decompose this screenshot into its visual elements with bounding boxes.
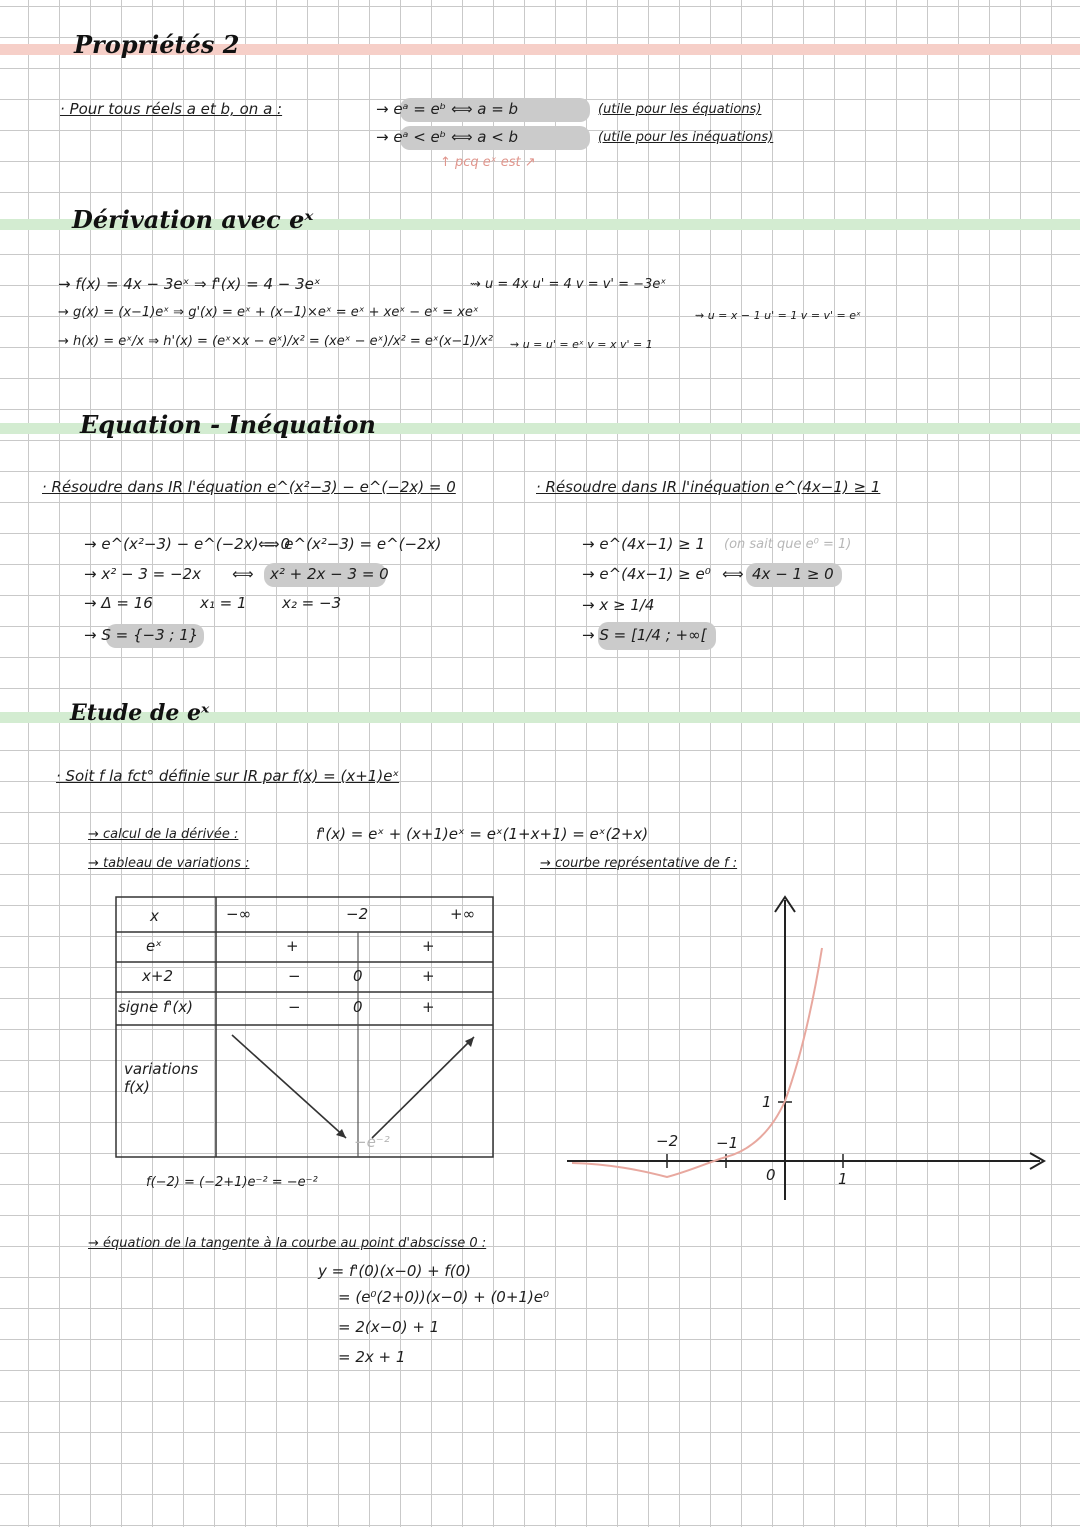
study-deriv: f'(x) = eˣ + (x+1)eˣ = eˣ(1+x+1) = eˣ(2+x) (316, 825, 649, 843)
study-intro: · Soit f la fct° définie sur IR par f(x) = (x+1)eˣ (56, 767, 400, 785)
tangent-label: → équation de la tangente à la courbe au point d'abscisse 0 : (88, 1236, 487, 1251)
ineq-statement: · Résoudre dans IR l'inéquation e^(4x−1) ≥ 1 (536, 478, 881, 496)
graph-tick-1: 1 (838, 1170, 848, 1188)
props-line2: → eᵃ < eᵇ ⟺ a < b (376, 128, 519, 146)
table-min-label: −e⁻² (354, 1133, 390, 1151)
x-val-minus-2: −2 (346, 905, 369, 923)
graph-tick-minus1: −1 (716, 1134, 739, 1152)
sign-x2-zero: 0 (353, 967, 363, 985)
sign-x2-left: − (288, 967, 301, 985)
graph-ytick-1: 1 (762, 1093, 772, 1111)
ineq-l2c: 4x − 1 ≥ 0 (752, 565, 834, 583)
graph-tick-0: 0 (766, 1166, 776, 1184)
eq-statement: · Résoudre dans IR l'équation e^(x²−3) − e^(−2x) = 0 (42, 478, 456, 496)
study-deriv-label: → calcul de la dérivée : (88, 827, 239, 842)
section-title-derivation: Dérivation avec eˣ (72, 205, 314, 234)
study-table-label: → tableau de variations : (88, 856, 250, 871)
table-row-label-ex: eˣ (146, 937, 162, 955)
table-row-label-x: x (150, 907, 159, 925)
section-title-proprietes: Propriétés 2 (74, 30, 240, 59)
eq-l3b: x₁ = 1 (200, 594, 247, 612)
study-curve-label: → courbe représentative de f : (540, 856, 738, 871)
props-note2: (utile pour les inéquations) (598, 130, 774, 145)
tangent-l3: = 2(x−0) + 1 (338, 1318, 440, 1336)
eq-solution: → S = {−3 ; 1} (84, 626, 199, 644)
props-note1: (utile pour les équations) (598, 102, 762, 117)
ineq-l1note: (on sait que e⁰ = 1) (724, 537, 852, 552)
props-line1: → eᵃ = eᵇ ⟺ a = b (376, 100, 519, 118)
deriv-g: → g(x) = (x−1)eˣ ⇒ g'(x) = eˣ + (x−1)×eˣ = eˣ + xeˣ − eˣ = xeˣ (58, 305, 479, 320)
eq-l2c: x² + 2x − 3 = 0 (270, 565, 389, 583)
tangent-l4: = 2x + 1 (338, 1348, 406, 1366)
props-intro: · Pour tous réels a et b, on a : (60, 100, 283, 118)
eq-l3c: x₂ = −3 (282, 594, 342, 612)
section-title-etude: Etude de eˣ (70, 700, 210, 726)
sign-fp-left: − (288, 998, 301, 1016)
deriv-h-note: ⇝ u = u' = eˣ v = x v' = 1 (510, 338, 653, 351)
eq-l2b: ⟺ (232, 565, 254, 583)
table-row-label-var: variations f(x) (124, 1060, 199, 1096)
deriv-g-note: ⇝ u = x − 1 u' = 1 v = v' = eˣ (695, 309, 861, 322)
tangent-l1: y = f'(0)(x−0) + f(0) (318, 1262, 471, 1280)
study-fmin: f(−2) = (−2+1)e⁻² = −e⁻² (146, 1175, 318, 1190)
ineq-l3: → x ≥ 1/4 (582, 596, 655, 614)
deriv-h: → h(x) = eˣ/x ⇒ h'(x) = (eˣ×x − eˣ)/x² = (xeˣ − eˣ)/x² = eˣ(x−1)/x² (58, 334, 493, 349)
sign-x2-right: + (422, 967, 435, 985)
x-val-minus-inf: −∞ (226, 905, 252, 923)
eq-l2a: → x² − 3 = −2x (84, 565, 201, 583)
sign-fp-zero: 0 (353, 998, 363, 1016)
ineq-solution: → S = [1/4 ; +∞[ (582, 626, 707, 644)
graph-tick-minus2: −2 (656, 1132, 679, 1150)
sign-fp-right: + (422, 998, 435, 1016)
eq-l1b: ⟺ e^(x²−3) = e^(−2x) (258, 535, 442, 553)
eq-l3a: → Δ = 16 (84, 594, 153, 612)
deriv-f: → f(x) = 4x − 3eˣ ⇒ f'(x) = 4 − 3eˣ (58, 275, 321, 293)
sign-ex-left: + (286, 937, 299, 955)
sign-ex-right: + (422, 937, 435, 955)
eq-l1a: → e^(x²−3) − e^(−2x) = 0 (84, 535, 291, 553)
props-why: ↑ pcq eˣ est ↗ (440, 155, 536, 170)
ineq-l1: → e^(4x−1) ≥ 1 (582, 535, 706, 553)
x-val-plus-inf: +∞ (450, 905, 476, 923)
ineq-l2: → e^(4x−1) ≥ e⁰ (582, 565, 711, 583)
section-title-equation: Equation - Inéquation (80, 410, 376, 439)
ineq-l2b: ⟺ (722, 565, 744, 583)
deriv-f-note: ⇝ u = 4x u' = 4 v = v' = −3eˣ (470, 277, 667, 292)
table-row-label-fp: signe f'(x) (118, 998, 193, 1016)
table-row-label-x2: x+2 (142, 967, 173, 985)
tangent-l2: = (e⁰(2+0))(x−0) + (0+1)e⁰ (338, 1288, 550, 1306)
